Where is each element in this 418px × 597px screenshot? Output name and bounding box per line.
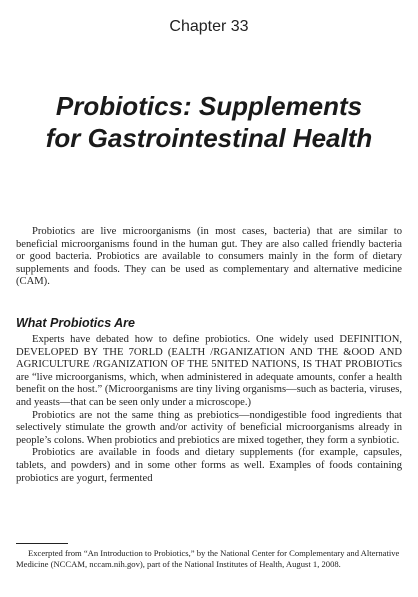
intro-paragraph-text: Probiotics are live microorganisms (in most cases, bacteria) that are similar to beneficial microorganisms found in the human gut. They are also called friendly bacteria or good bacteria. Probiotics are available to consumers mainly in the form of dietary supplements and foods. They can be used as complementary and alternative medicine (CAM).	[16, 226, 402, 288]
footnote-divider	[16, 543, 68, 544]
chapter-label: Chapter 33	[169, 18, 249, 35]
section-heading: What Probiotics Are	[16, 316, 135, 330]
chapter-title-line-1: Probiotics: Supplements	[55, 91, 363, 121]
section-paragraph-1: Experts have debated how to define probiotics. One widely used DEFINITION, DEVELOPED BY THE 7ORLD (EALTH /RGANIZATION AND THE &OOD AND AGRICULTURE /RGANIZATION OF THE 5NITED NATIONS, IS THAT PROBIOTics are “live microorganisms, which, when administered in adequate amounts, confer a health benefit on the host.” (Microorganisms are tiny living organisms—such as bacteria, viruses, and yeasts—that can be seen only under a microscope.)	[16, 334, 402, 408]
section-paragraph-3: Probiotics are available in foods and dietary supplements (for example, capsules, tablets, and powders) and in some other forms as well. Examples of foods containing probiotics are yogurt, fermented	[16, 447, 402, 484]
intro-paragraph	[16, 226, 402, 289]
chapter-title	[14, 90, 404, 154]
section-paragraph-2: Probiotics are not the same thing as prebiotics—nondigestible food ingredients that selectively stimulate the growth and/or activity of beneficial microorganisms already in people’s colons. When probiotics and prebiotics are mixed together, they form a synbiotic.	[16, 409, 402, 446]
footnote: Excerpted from “An Introduction to Probiotics,” by the National Center for Complementary and Alternative Medicine (NCCAM, nccam.nih.gov), part of the National Institutes of Health, August 1, 2008.	[16, 548, 400, 569]
section-body	[16, 334, 402, 485]
chapter-title-line-2: for Gastrointestinal Health	[45, 123, 373, 153]
